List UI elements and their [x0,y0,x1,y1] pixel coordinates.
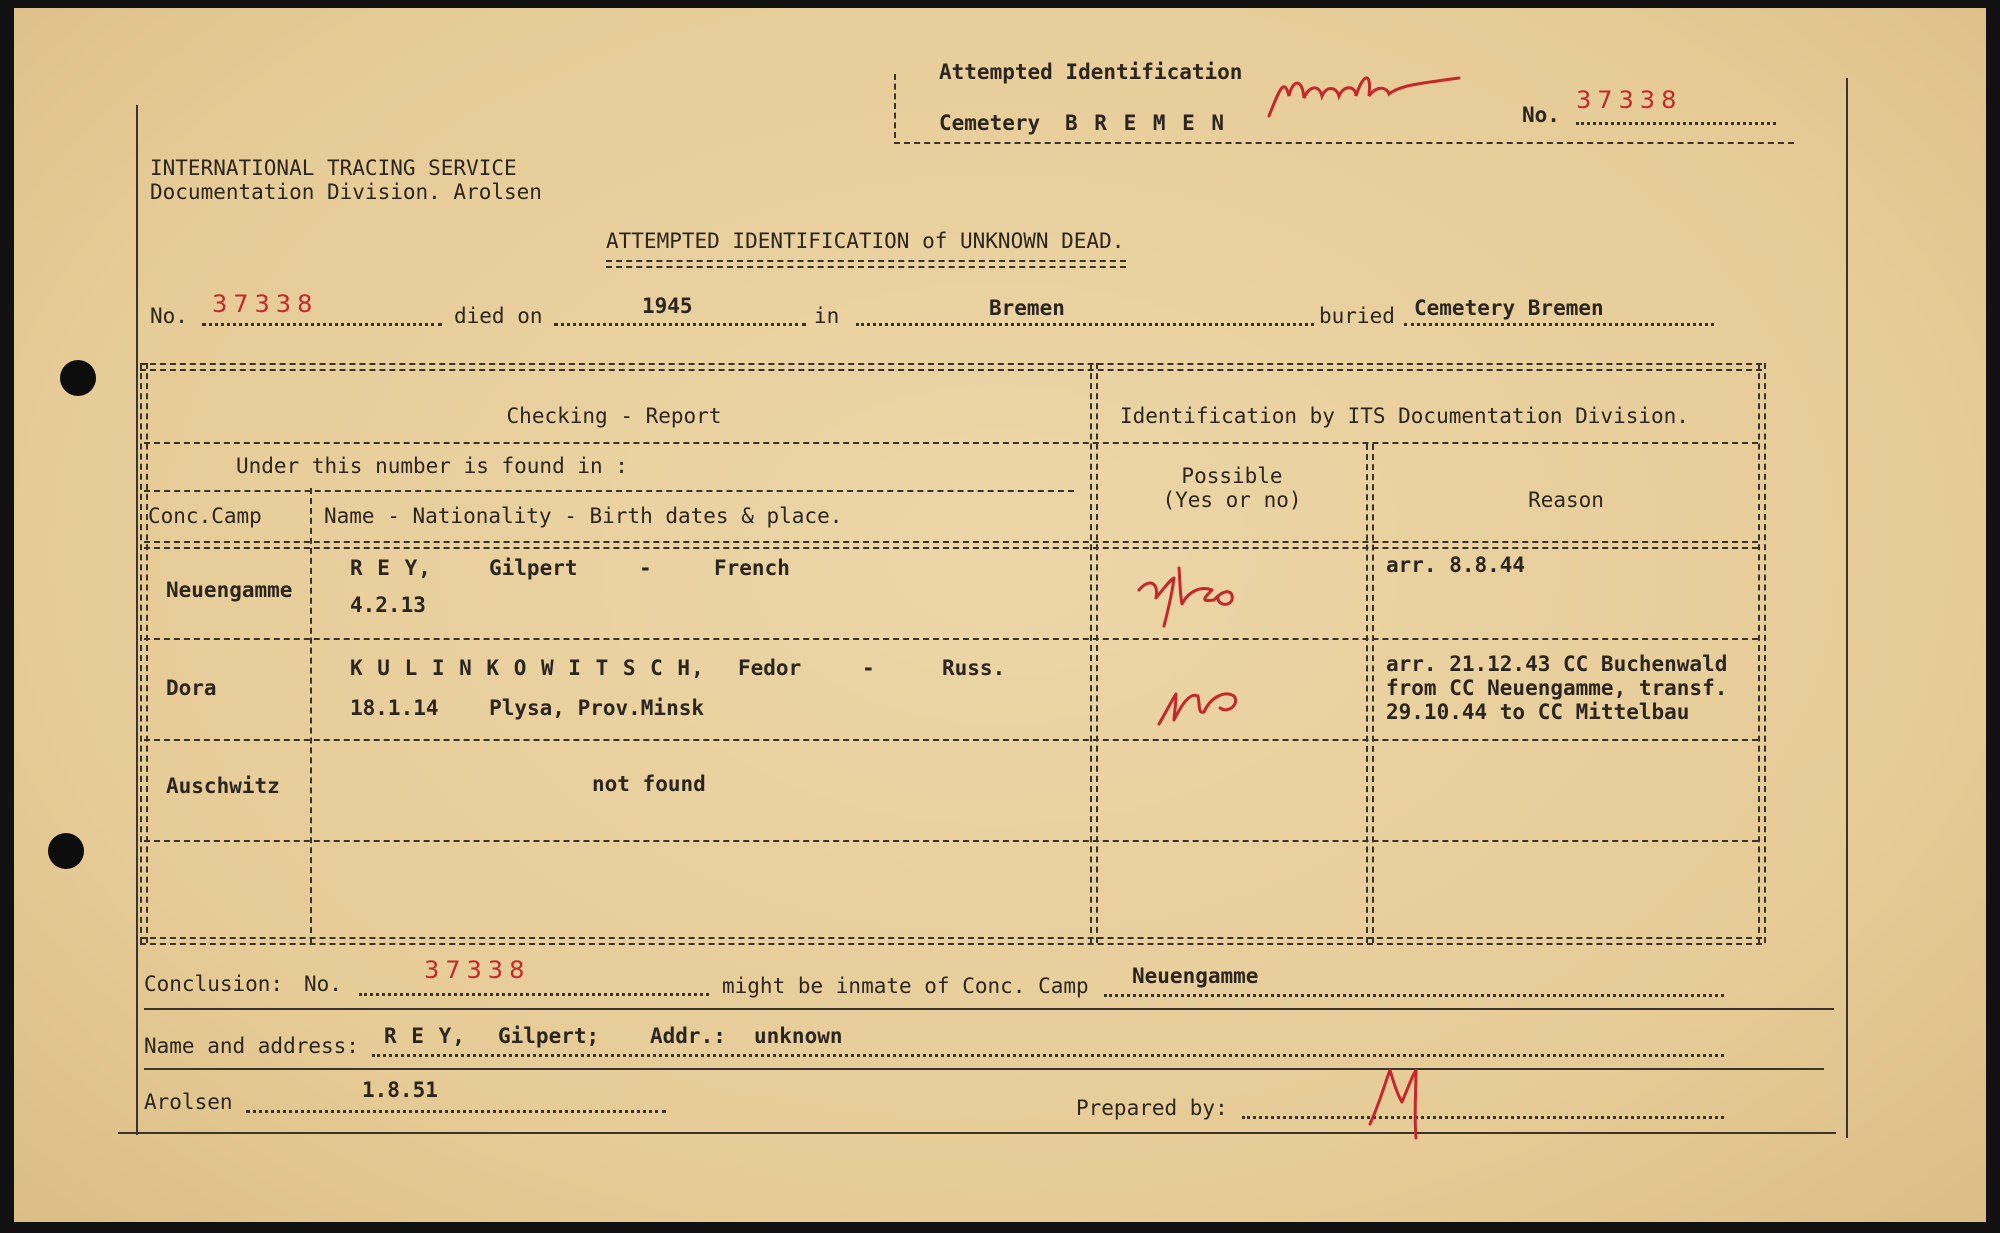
punch-hole-bottom [48,833,84,869]
found-in-label: Under this number is found in : [236,454,628,478]
name-address-rule [144,1068,1824,1070]
attempted-identification-label: Attempted Identification [939,60,1243,84]
table-left-border [140,363,148,943]
table-possible-reason-divider [1366,444,1374,943]
cemetery-label: Cemetery [939,111,1041,135]
prepared-by-label: Prepared by: [1076,1096,1228,1120]
table-top-border [140,363,1762,371]
row-surname: R E Y, [350,556,432,580]
conclusion-no-label: No. [304,972,342,996]
identification-header: Identification by ITS Documentation Division. [1120,404,1689,428]
row-reason-line: arr. 21.12.43 CC Buchenwald [1386,652,1728,676]
record-no-dots [202,323,442,326]
row-surname: K U L I N K O W I T S C H, [350,656,705,680]
died-on-label: died on [454,304,543,328]
table-column-header-rule [144,541,1758,549]
col-name-header: Name - Nationality - Birth dates & place. [324,504,843,528]
header-no-label: No. [1522,103,1560,127]
col-camp-header: Conc.Camp [148,504,262,528]
name-address-given: Gilpert; [498,1024,600,1048]
row-camp: Neuengamme [166,578,293,602]
table-right-border [1758,363,1766,943]
row-given-name: Fedor [738,656,802,680]
org-line-2: Documentation Division. Arolsen [150,180,542,204]
conclusion-no-value: 37338 [424,956,531,984]
in-label: in [814,304,840,328]
conclusion-camp-dots [1104,994,1724,997]
conclusion-label: Conclusion: [144,972,284,996]
conclusion-rule [144,1008,1834,1010]
table-center-divider [1090,363,1098,943]
might-be-label: might be inmate of Conc. Camp [722,974,1089,998]
row-dash: - [639,556,652,580]
addr-label: Addr.: [650,1024,726,1048]
handwritten-made-annotation [1264,56,1464,126]
row-reason-line: 29.10.44 to CC Mittelbau [1386,700,1690,724]
document-card [14,8,1986,1222]
row-camp: Auschwitz [166,774,280,798]
row-birth: 18.1.14 Plysa, Prov.Minsk [350,696,705,720]
table-camp-name-divider [310,488,312,943]
table-bottom-border [140,937,1762,945]
conclusion-no-dots [359,993,709,996]
buried-label: buried [1319,304,1395,328]
row-camp: Dora [166,676,217,700]
date-dots [246,1110,666,1113]
handwritten-yes-mark [1134,560,1244,630]
name-address-label: Name and address: [144,1034,359,1058]
row-divider-3 [144,840,1758,842]
col-reason-header: Reason [1528,488,1604,512]
in-dots [856,323,1314,326]
record-no-label: No. [150,304,188,328]
header-divider [894,74,896,138]
header-no-value: 37338 [1576,86,1683,114]
title-underline [606,260,1126,268]
addr-value: unknown [754,1024,843,1048]
row-reason-line: from CC Neuengamme, transf. [1386,676,1728,700]
died-on-dots [554,323,806,326]
header-no-dots [1576,122,1776,125]
row-nationality: French [714,556,790,580]
row-dash: - [862,656,875,680]
frame-bottom-line [118,1132,1836,1134]
checking-report-header: Checking - Report [506,404,722,428]
header-underline [894,142,1794,144]
conclusion-camp-value: Neuengamme [1132,964,1259,988]
col-possible-header-1: Possible [1181,464,1283,488]
found-in-rule [144,490,1074,492]
table-header-rule [144,442,1758,444]
row-birth: 4.2.13 [350,593,426,617]
name-address-surname: R E Y, [384,1024,466,1048]
org-line-1: INTERNATIONAL TRACING SERVICE [150,156,517,180]
date-value: 1.8.51 [362,1078,438,1102]
row-divider-1 [144,638,1758,640]
in-value: Bremen [989,296,1065,320]
cemetery-value: B R E M E N [1065,111,1227,135]
form-title: ATTEMPTED IDENTIFICATION of UNKNOWN DEAD. [606,229,1125,253]
row-divider-2 [144,739,1758,741]
col-possible-header-2: (Yes or no) [1162,488,1302,512]
row-given-name: Gilpert [489,556,578,580]
row-nationality: Russ. [942,656,1006,680]
prepared-by-signature [1364,1062,1444,1142]
punch-hole-top [60,360,96,396]
place-label: Arolsen [144,1090,233,1114]
buried-value: Cemetery Bremen [1414,296,1604,320]
name-address-dots [372,1054,1724,1057]
record-no-value: 37338 [212,290,319,318]
row-reason-line: arr. 8.8.44 [1386,553,1526,577]
row-not-found: not found [592,772,706,796]
handwritten-no-mark [1154,672,1254,732]
frame-right-line [1846,78,1848,1138]
frame-left-line [136,105,138,1135]
prepared-by-dots [1242,1116,1724,1119]
died-on-value: 1945 [642,294,693,318]
buried-dots [1404,323,1714,326]
